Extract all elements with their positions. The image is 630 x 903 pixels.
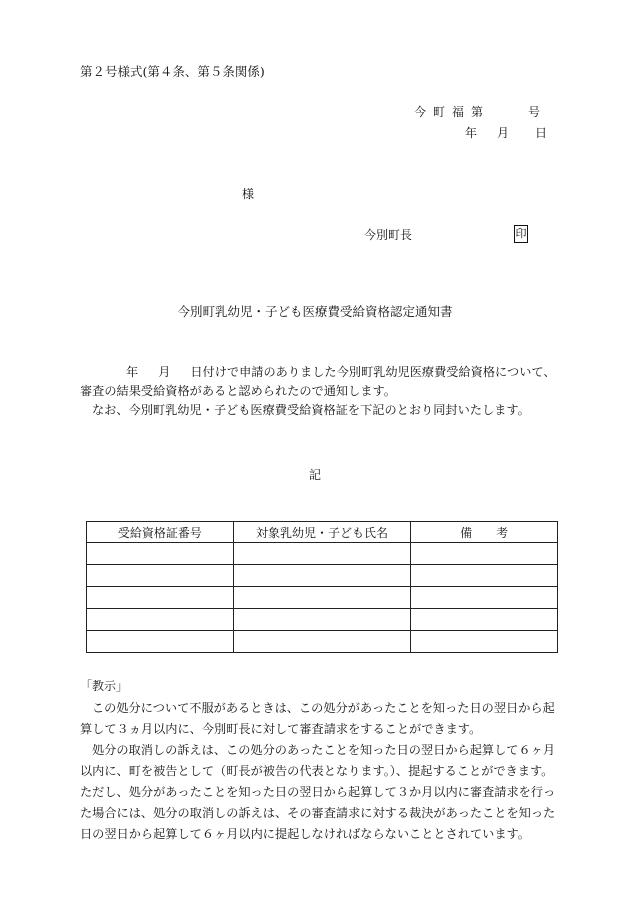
table-cell: [233, 609, 411, 631]
column-header-child-name: 対象乳幼児・子ども氏名: [233, 522, 411, 543]
notice-paragraph-1: この処分について不服があるときは、この処分があったことを知った日の翌日から起算して３ヵ月以内に、今別町長に対して審査請求をすることができます。: [80, 701, 555, 736]
table-cell: [411, 565, 558, 587]
seal-box: 印: [514, 225, 528, 243]
date-month-label: 月: [497, 126, 510, 140]
body-year-label: 年: [126, 365, 139, 379]
date-day-label: 日: [535, 126, 548, 140]
table-cell: [233, 543, 411, 565]
document-title: 今別町乳幼児・子ども医療費受給資格認定通知書: [177, 304, 453, 319]
body-paragraph-1-text: 日付けで申請のありました今別町乳幼児医療費受給資格について、審査の結果受給資格があると認められたので通知します。: [80, 365, 556, 398]
table-cell: [87, 587, 234, 609]
table-row: [87, 609, 558, 631]
table-row: [87, 543, 558, 565]
table-cell: [411, 543, 558, 565]
reference-number-label: 今町福第: [414, 105, 491, 119]
ki-heading: 記: [308, 468, 321, 482]
table-cell: [411, 609, 558, 631]
body-paragraph-1: [80, 363, 560, 401]
column-header-remarks: 備 考: [411, 522, 558, 543]
column-header-certificate-number: 受給資格証番号: [87, 522, 234, 543]
form-number: 第２号様式(第４条、第５条関係): [80, 64, 265, 79]
date-year-label: 年: [465, 126, 478, 140]
body-paragraph-2: なお、今別町乳幼児・子ども医療費受給資格証を下記のとおり同封いたします。: [92, 403, 530, 417]
table-cell: [233, 631, 411, 653]
addressee-honorific: 様: [242, 187, 255, 201]
table-cell: [411, 587, 558, 609]
issuer-name: 今別町長: [364, 228, 413, 242]
table-row: [87, 587, 558, 609]
notice-paragraph-2: 処分の取消しの訴えは、この処分のあったことを知った日の翌日から起算して６ヶ月以内に、町を被告として（町長が被告の代表となります。）、提起することができます。ただし、処分があったことを知った日の翌日から起算して３か月以内に審査請求を行った場合には、処分の取消しの訴えは、その審査請求に対する裁決があったことを知った日の翌日から起算して６ヶ月以内に提起しなければならないこととされています。: [80, 743, 556, 841]
table-cell: [87, 609, 234, 631]
table-header-row: [87, 522, 558, 543]
notice-heading: 「教示」: [80, 679, 129, 693]
body-month-label: 月: [158, 365, 171, 379]
table-cell: [87, 543, 234, 565]
reference-number-suffix: 号: [528, 105, 541, 119]
table-cell: [87, 631, 234, 653]
records-table: [86, 521, 558, 653]
table-cell: [233, 565, 411, 587]
table-row: [87, 631, 558, 653]
table-row: [87, 565, 558, 587]
table-cell: [233, 587, 411, 609]
table-cell: [87, 565, 234, 587]
table-cell: [411, 631, 558, 653]
